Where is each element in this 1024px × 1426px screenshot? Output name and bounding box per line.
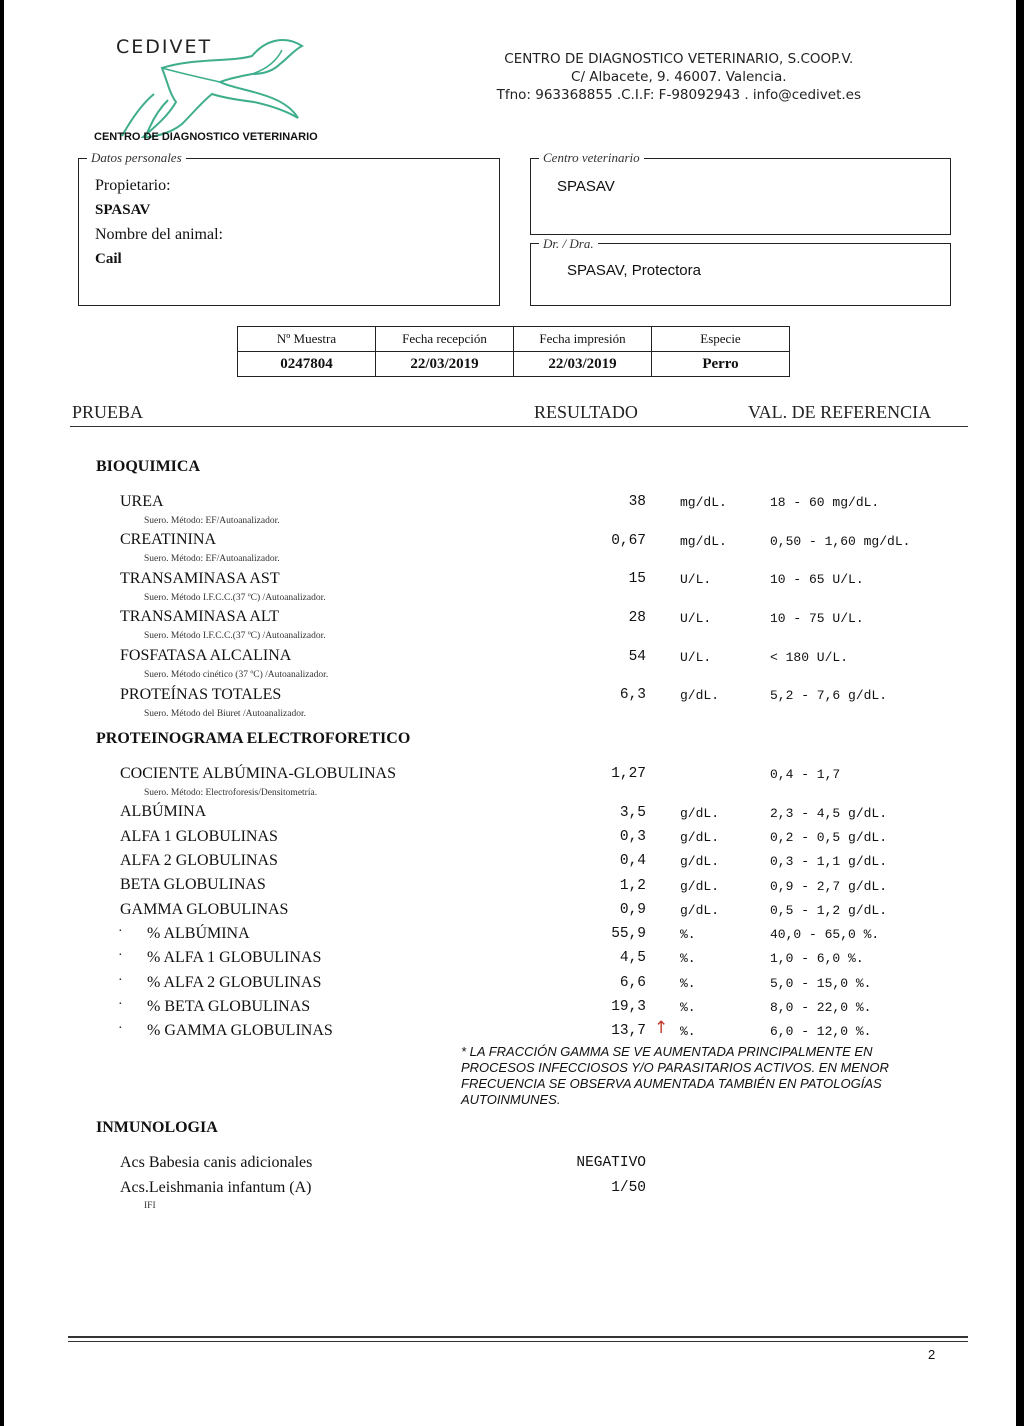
- test-name: UREA: [120, 493, 164, 510]
- test-method: Suero. Método I.F.C.C.(37 ºC) /Autoanalizador.: [144, 631, 326, 641]
- test-result: 1,27: [611, 766, 646, 782]
- logo-subtitle: CENTRO DE DIAGNOSTICO VETERINARIO: [94, 131, 318, 143]
- print-date-header: Fecha impresión: [514, 327, 652, 352]
- test-unit: g/dL.: [680, 830, 720, 845]
- footer-divider: [68, 1336, 968, 1338]
- test-result: 0,4: [619, 853, 646, 869]
- section-bioquimica: BIOQUIMICA: [96, 458, 201, 475]
- test-unit: mg/dL.: [680, 534, 727, 549]
- test-method: Suero. Método cinético (37 ºC) /Autoanalizador.: [144, 670, 329, 680]
- lab-contact: Tfno: 963368855 .C.I.F: F-98092943 . info@cedivet.es: [496, 87, 861, 103]
- test-name: % ALBÚMINA: [147, 925, 250, 942]
- test-unit: U/L.: [680, 611, 712, 626]
- test-name: ALFA 2 GLOBULINAS: [120, 852, 278, 869]
- sample-number: 0247804: [238, 352, 376, 377]
- test-reference: 5,2 - 7,6 g/dL.: [770, 688, 888, 703]
- test-reference: 6,0 - 12,0 %.: [770, 1024, 872, 1039]
- owner-value: SPASAV: [95, 202, 151, 218]
- test-unit: %.: [680, 976, 696, 991]
- test-unit: g/dL.: [680, 806, 720, 821]
- test-result: 0,3: [619, 829, 646, 845]
- logo-name: CEDIVET: [116, 36, 213, 58]
- test-result: 3,5: [619, 805, 646, 821]
- test-unit: mg/dL.: [680, 495, 727, 510]
- test-method: Suero. Método del Biuret /Autoanalizador.: [144, 709, 306, 719]
- species: Perro: [652, 352, 790, 377]
- test-reference: 5,0 - 15,0 %.: [770, 976, 872, 991]
- test-reference: 0,3 - 1,1 g/dL.: [770, 854, 888, 869]
- test-reference: 0,50 - 1,60 mg/dL.: [770, 534, 911, 549]
- test-result: 0,9: [619, 902, 646, 918]
- test-unit: %.: [680, 951, 696, 966]
- test-name: ALBÚMINA: [120, 803, 207, 820]
- test-reference: < 180 U/L.: [770, 650, 849, 665]
- gamma-note: * LA FRACCIÓN GAMMA SE VE AUMENTADA PRINCIPALMENTE EN PROCESOS INFECCIOSOS Y/O PARASITARIOS ACTIVOS. EN MENOR FRECUENCIA SE OBSERVA AUMENTADA TAMBIÉN EN PATOLOGÍAS AUTOINMUNES.: [461, 1044, 889, 1107]
- test-reference: 0,2 - 0,5 g/dL.: [770, 830, 888, 845]
- test-reference: 10 - 65 U/L.: [770, 572, 864, 587]
- bullet: ·: [118, 973, 123, 988]
- test-unit: g/dL.: [680, 854, 720, 869]
- page-number: 2: [928, 1347, 936, 1362]
- print-date: 22/03/2019: [514, 352, 652, 377]
- test-reference: 10 - 75 U/L.: [770, 611, 864, 626]
- test-unit: U/L.: [680, 572, 712, 587]
- test-unit: %.: [680, 1024, 696, 1039]
- test-unit: %.: [680, 1000, 696, 1015]
- animal-value: Cail: [95, 251, 122, 267]
- reception-date: 22/03/2019: [376, 352, 514, 377]
- bullet: ·: [118, 1021, 123, 1036]
- doctor-box: [530, 236, 951, 306]
- test-reference: 0,9 - 2,7 g/dL.: [770, 879, 888, 894]
- test-method: Suero. Método: EF/Autoanalizador.: [144, 516, 280, 526]
- test-result: 4,5: [619, 950, 646, 966]
- test-unit: g/dL.: [680, 688, 720, 703]
- test-name: BETA GLOBULINAS: [120, 876, 266, 893]
- personal-data-legend: Datos personales: [87, 150, 186, 166]
- test-name: % GAMMA GLOBULINAS: [147, 1022, 333, 1039]
- test-result: 13,7: [611, 1023, 646, 1039]
- test-unit: g/dL.: [680, 879, 720, 894]
- test-name: FOSFATASA ALCALINA: [120, 647, 292, 664]
- arrow-up-icon: ↑: [654, 1018, 669, 1038]
- bullet: ·: [118, 997, 123, 1012]
- test-result: 6,3: [619, 687, 646, 703]
- test-result: 28: [628, 610, 646, 626]
- test-name: PROTEÍNAS TOTALES: [120, 686, 282, 703]
- test-name: Acs.Leishmania infantum (A): [120, 1179, 312, 1196]
- test-unit: g/dL.: [680, 903, 720, 918]
- lab-info: [497, 50, 861, 104]
- test-name: CREATININA: [120, 531, 216, 548]
- test-name: TRANSAMINASA ALT: [120, 608, 279, 625]
- column-reference: VAL. DE REFERENCIA: [748, 402, 932, 422]
- test-method: Suero. Método: Electroforesis/Densitometría.: [144, 788, 318, 798]
- test-name: % ALFA 1 GLOBULINAS: [147, 949, 322, 966]
- test-name: COCIENTE ALBÚMINA-GLOBULINAS: [120, 765, 396, 782]
- test-method: Suero. Método: EF/Autoanalizador.: [144, 554, 280, 564]
- test-result: 6,6: [619, 975, 646, 991]
- test-unit: %.: [680, 927, 696, 942]
- section-inmunologia: INMUNOLOGIA: [96, 1119, 218, 1136]
- lab-address: C/ Albacete, 9. 46007. Valencia.: [571, 69, 787, 85]
- test-reference: 18 - 60 mg/dL.: [770, 495, 880, 510]
- test-name: Acs Babesia canis adicionales: [120, 1154, 313, 1171]
- column-result: RESULTADO: [534, 402, 638, 422]
- bullet: ·: [118, 924, 123, 939]
- test-name: ALFA 1 GLOBULINAS: [120, 828, 278, 845]
- personal-data-box: [78, 150, 500, 306]
- bullet: ·: [118, 948, 123, 963]
- test-result: 1/50: [611, 1180, 646, 1196]
- test-name: TRANSAMINASA AST: [120, 570, 280, 587]
- header-divider: [70, 426, 968, 427]
- footer-divider: [68, 1341, 968, 1342]
- reception-date-header: Fecha recepción: [376, 327, 514, 352]
- test-result: 1,2: [619, 878, 646, 894]
- test-result: 38: [628, 494, 646, 510]
- doctor-value: SPASAV, Protectora: [567, 262, 701, 279]
- test-result: 0,67: [611, 533, 646, 549]
- test-name: % BETA GLOBULINAS: [147, 998, 311, 1015]
- sample-number-header: Nº Muestra: [238, 327, 376, 352]
- test-reference: 2,3 - 4,5 g/dL.: [770, 806, 888, 821]
- vet-center-box: [530, 150, 951, 235]
- test-reference: 40,0 - 65,0 %.: [770, 927, 880, 942]
- test-reference: 0,5 - 1,2 g/dL.: [770, 903, 888, 918]
- test-name: % ALFA 2 GLOBULINAS: [147, 974, 322, 991]
- test-result: 15: [628, 571, 646, 587]
- test-result: 19,3: [611, 999, 646, 1015]
- column-test: PRUEBA: [72, 402, 144, 422]
- test-unit: U/L.: [680, 650, 712, 665]
- vet-center-value: SPASAV: [557, 178, 615, 195]
- test-result: 55,9: [611, 926, 646, 942]
- section-proteinograma: PROTEINOGRAMA ELECTROFORETICO: [96, 730, 411, 747]
- test-reference: 8,0 - 22,0 %.: [770, 1000, 872, 1015]
- test-result: 54: [628, 649, 646, 665]
- sample-table: [237, 326, 790, 377]
- doctor-legend: Dr. / Dra.: [539, 236, 598, 252]
- test-reference: 0,4 - 1,7: [770, 767, 841, 782]
- test-result: NEGATIVO: [576, 1155, 646, 1171]
- test-reference: 1,0 - 6,0 %.: [770, 951, 864, 966]
- vet-center-legend: Centro veterinario: [539, 150, 644, 166]
- report-page: [4, 0, 1016, 1426]
- owner-label: Propietario:: [95, 177, 171, 194]
- test-method: Suero. Método I.F.C.C.(37 ºC) /Autoanalizador.: [144, 593, 326, 603]
- test-method: IFI: [144, 1201, 156, 1211]
- test-name: GAMMA GLOBULINAS: [120, 901, 289, 918]
- lab-name: CENTRO DE DIAGNOSTICO VETERINARIO, S.COOP.V.: [504, 51, 854, 67]
- species-header: Especie: [652, 327, 790, 352]
- animal-label: Nombre del animal:: [95, 226, 223, 243]
